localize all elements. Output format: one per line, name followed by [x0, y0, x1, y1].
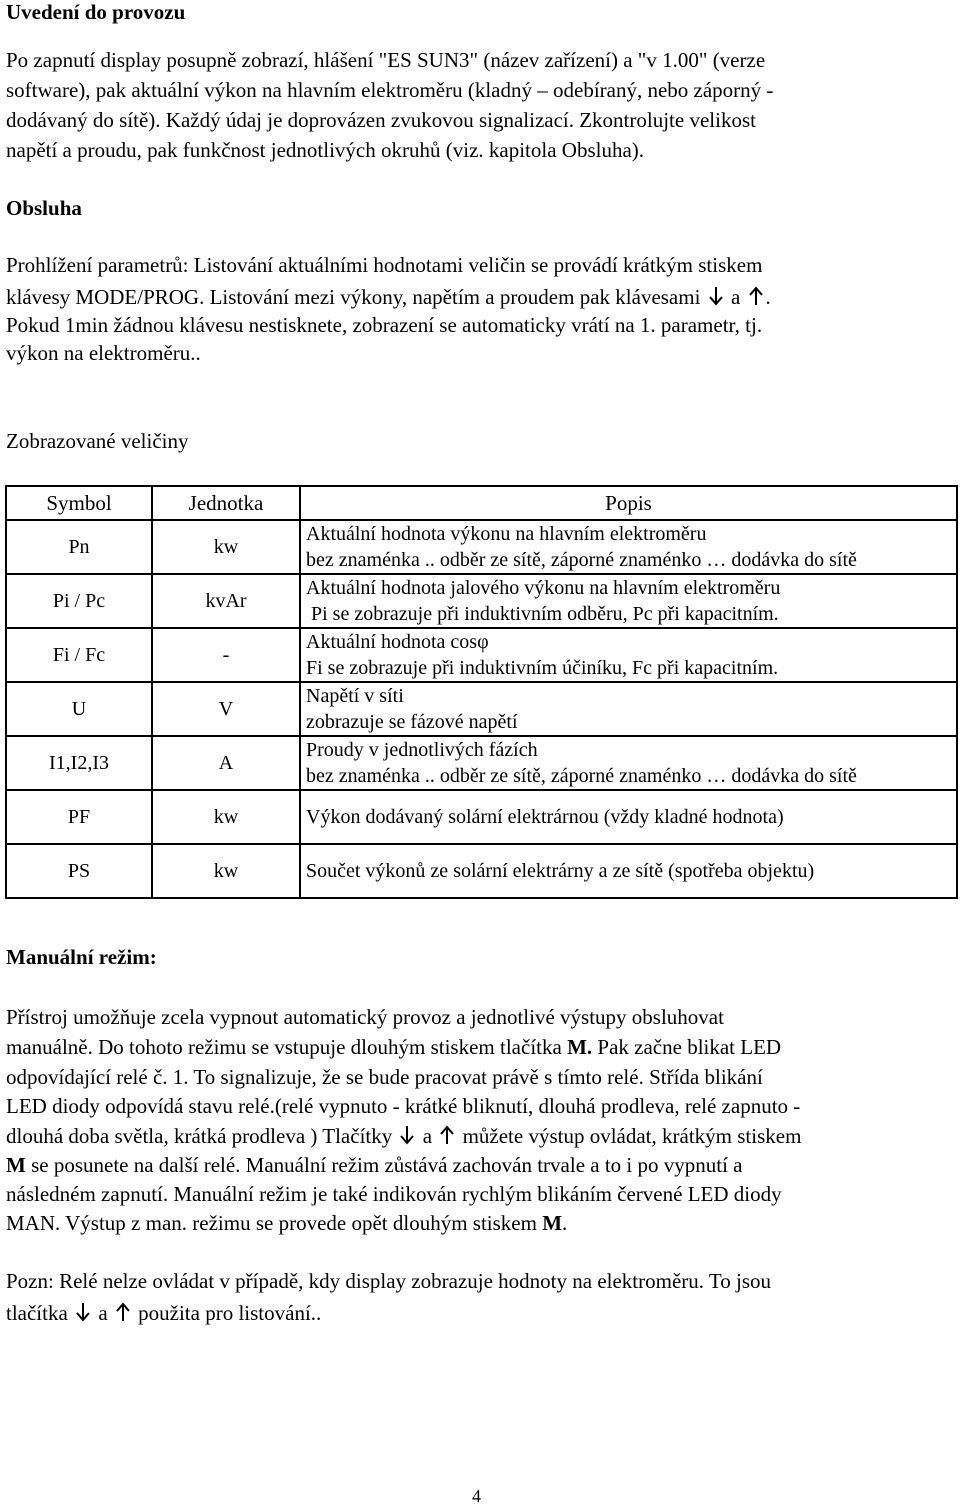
section-heading-manual: Manuální režim:: [6, 945, 157, 969]
section-heading-uvedeni: Uvedení do provozu: [6, 0, 186, 24]
paragraph-line: Přístroj umožňuje zcela vypnout automatický provoz a jednotlivé výstupy obsluhovat: [6, 1005, 724, 1029]
paragraph-text: a: [725, 285, 746, 309]
cell-symbol: Pn: [6, 520, 152, 574]
cell-unit: kw: [152, 790, 300, 844]
cell-unit: kvAr: [152, 574, 300, 628]
paragraph-line: software), pak aktuální výkon na hlavním elektroměru (kladný – odebíraný, nebo záporný -: [6, 78, 774, 102]
bold-key-label: M: [6, 1153, 26, 1177]
cell-symbol: Pi / Pc: [6, 574, 152, 628]
description-line: Fi se zobrazuje při induktivním účiníku, Fc při kapacitním.: [306, 657, 779, 679]
table-row: [6, 682, 957, 736]
arrow-up-icon: [114, 1302, 132, 1322]
description-line: Aktuální hodnota výkonu na hlavním elektroměru: [306, 523, 707, 545]
description-line: Proudy v jednotlivých fázích: [306, 739, 538, 761]
cell-symbol: I1,I2,I3: [6, 736, 152, 790]
column-header-description: Popis: [300, 486, 957, 520]
parameters-table: [5, 485, 958, 899]
description-line: Napětí v síti: [306, 685, 404, 707]
paragraph-text: .: [562, 1211, 568, 1235]
description-line: bez znaménka .. odběr ze sítě, záporné znaménko … dodávka do sítě: [306, 765, 857, 787]
paragraph-line: napětí a proudu, pak funkčnost jednotlivých okruhů (viz. kapitola Obsluha).: [6, 138, 645, 162]
arrow-up-icon: [747, 286, 765, 306]
paragraph-text: a: [93, 1301, 113, 1325]
description-line: zobrazuje se fázové napětí: [306, 711, 518, 733]
paragraph-line: LED diody odpovídá stavu relé.(relé vypnuto - krátké bliknutí, dlouhá prodleva, relé zapnuto -: [6, 1094, 801, 1118]
description-line: Aktuální hodnota jalového výkonu na hlavním elektroměru: [306, 577, 781, 599]
paragraph-line: následném zapnutí. Manuální režim je také indikován rychlým blikáním červené LED diody: [6, 1182, 782, 1206]
paragraph-text: klávesy MODE/PROG. Listování mezi výkony, napětím a proudem pak klávesami: [6, 285, 706, 309]
table-row: [6, 628, 957, 682]
cell-symbol: U: [6, 682, 152, 736]
table-title: Zobrazované veličiny: [6, 429, 189, 453]
paragraph-text: tlačítka: [6, 1301, 74, 1325]
paragraph-text: použita pro listování..: [132, 1301, 322, 1325]
paragraph-text: můžete výstup ovládat, krátkým stiskem: [457, 1124, 802, 1148]
arrow-up-icon: [438, 1125, 456, 1145]
paragraph-line: dodávaný do sítě). Každý údaj je doprovázen zvukovou signalizací. Zkontrolujte velikost: [6, 108, 756, 132]
arrow-down-icon: [398, 1125, 416, 1145]
description-line: bez znaménka .. odběr ze sítě, záporné znaménko … dodávka do sítě: [306, 549, 857, 571]
cell-unit: V: [152, 682, 300, 736]
cell-description: [300, 628, 957, 682]
note-line: Pozn: Relé nelze ovládat v případě, kdy display zobrazuje hodnoty na elektroměru. To jsou: [6, 1269, 772, 1293]
column-header-unit: Jednotka: [152, 486, 300, 520]
paragraph-line: odpovídající relé č. 1. To signalizuje, že se bude pracovat právě s tímto relé. Střída blikání: [6, 1065, 763, 1089]
paragraph-line: výkon na elektroměru..: [6, 341, 201, 365]
paragraph-line: [6, 1033, 781, 1061]
cell-description: [300, 682, 957, 736]
bold-key-label: M.: [567, 1035, 593, 1059]
page-number: 4: [472, 1486, 481, 1506]
bold-key-label: M: [542, 1211, 563, 1235]
table-row: [6, 844, 957, 898]
cell-description: Výkon dodávaný solární elektrárnou (vždy kladné hodnota): [300, 790, 957, 844]
paragraph-line: [6, 1151, 743, 1179]
paragraph-line: Pokud 1min žádnou klávesu nestisknete, zobrazení se automaticky vrátí na 1. parametr, tj.: [6, 313, 763, 337]
table-header-row: [6, 486, 957, 520]
note-line: [6, 1299, 321, 1327]
section-heading-obsluha: Obsluha: [6, 196, 82, 220]
paragraph-line: [6, 1209, 567, 1237]
column-header-symbol: Symbol: [6, 486, 152, 520]
paragraph-line: Po zapnutí display posupně zobrazí, hlášení "ES SUN3" (název zařízení) a "v 1.00" (verze: [6, 48, 766, 72]
cell-unit: kw: [152, 844, 300, 898]
table-row: [6, 574, 957, 628]
arrow-down-icon: [707, 286, 725, 306]
cell-symbol: Fi / Fc: [6, 628, 152, 682]
paragraph-text: a: [417, 1124, 438, 1148]
paragraph-text: se posunete na další relé. Manuální režim zůstává zachován trvale a to i po vypnutí a: [25, 1153, 743, 1177]
cell-symbol: PS: [6, 844, 152, 898]
arrow-down-icon: [74, 1302, 92, 1322]
table-row: [6, 790, 957, 844]
cell-description: [300, 574, 957, 628]
paragraph-text: manuálně. Do tohoto režimu se vstupuje dlouhým stiskem tlačítka: [6, 1035, 568, 1059]
paragraph-text: MAN. Výstup z man. režimu se provede opět dlouhým stiskem: [6, 1211, 543, 1235]
description-line: Aktuální hodnota cosφ: [306, 631, 489, 653]
paragraph-text: dlouhá doba světla, krátká prodleva ) Tlačítky: [6, 1124, 398, 1148]
paragraph-line: Prohlížení parametrů: Listování aktuálními hodnotami veličin se provádí krátkým stiskem: [6, 253, 763, 277]
paragraph-text: Pak začne blikat LED: [592, 1035, 782, 1059]
cell-description: [300, 520, 957, 574]
cell-unit: kw: [152, 520, 300, 574]
cell-unit: -: [152, 628, 300, 682]
cell-unit: A: [152, 736, 300, 790]
cell-description: Součet výkonů ze solární elektrárny a ze sítě (spotřeba objektu): [300, 844, 957, 898]
paragraph-line: [6, 1122, 801, 1150]
paragraph-text: .: [765, 285, 771, 309]
paragraph-line: [6, 283, 771, 311]
description-line: Pi se zobrazuje při induktivním odběru, Pc při kapacitním.: [306, 603, 779, 625]
cell-symbol: PF: [6, 790, 152, 844]
table-row: [6, 736, 957, 790]
table-row: [6, 520, 957, 574]
cell-description: [300, 736, 957, 790]
